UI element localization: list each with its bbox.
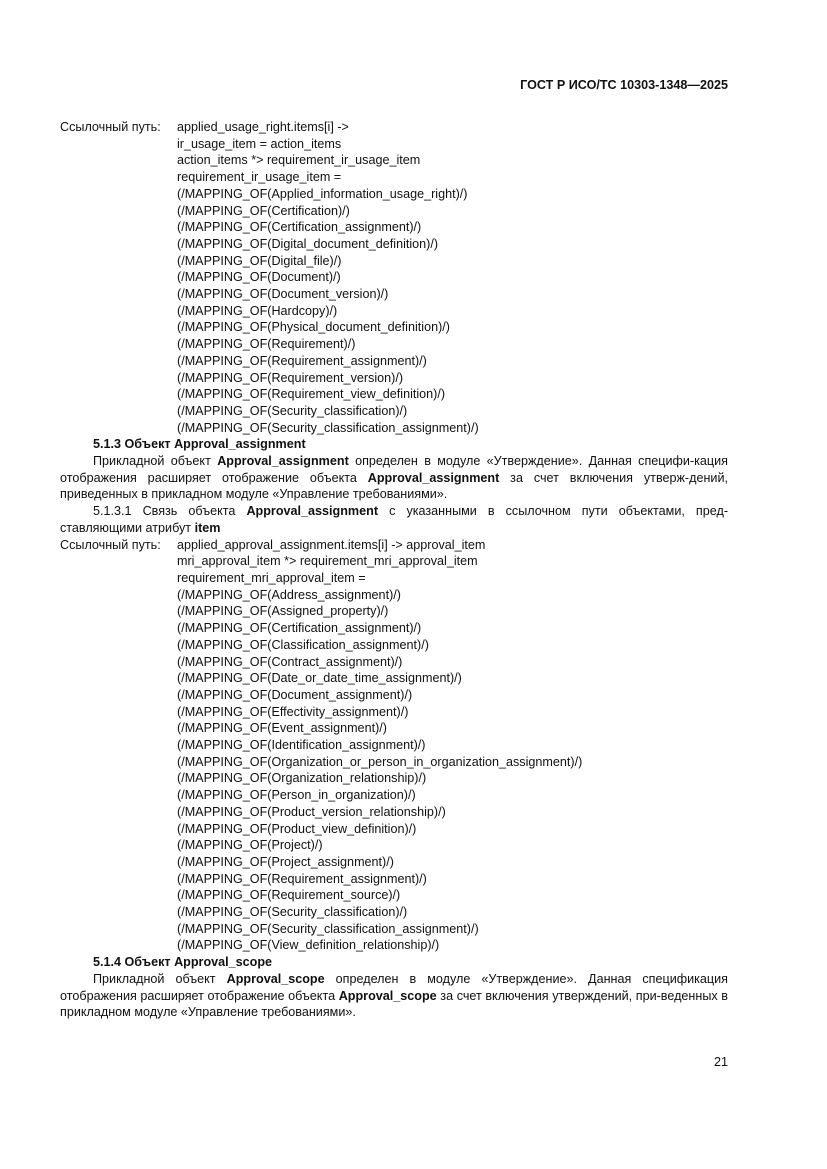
page-content bbox=[60, 119, 728, 1021]
reference-path-line: requirement_ir_usage_item = bbox=[177, 170, 342, 185]
text-run: Прикладной объект bbox=[93, 454, 218, 469]
section-heading-5-1-4: 5.1.4 Объект Approval_scope bbox=[93, 955, 273, 970]
reference-path-line: mri_approval_item *> requirement_mri_approval_item bbox=[177, 554, 478, 569]
reference-path-line: (/MAPPING_OF(Document)/) bbox=[177, 270, 341, 285]
reference-path-line: (/MAPPING_OF(Requirement)/) bbox=[177, 337, 356, 352]
reference-path-line: (/MAPPING_OF(Digital_file)/) bbox=[177, 253, 342, 268]
reference-path-line: (/MAPPING_OF(Organization_relationship)/) bbox=[177, 771, 427, 786]
reference-path-line: (/MAPPING_OF(Effectivity_assignment)/) bbox=[177, 704, 409, 719]
attribute-name: item bbox=[194, 520, 221, 535]
text-run: за счет включения утверждений, при-веденных в прикладном модуле «Управление требованиями». bbox=[60, 988, 728, 1020]
reference-path-line: (/MAPPING_OF(Requirement_assignment)/) bbox=[177, 871, 427, 886]
reference-path-line: (/MAPPING_OF(Security_classification)/) bbox=[177, 905, 408, 920]
reference-path-line: (/MAPPING_OF(Classification_assignment)/) bbox=[177, 637, 429, 652]
reference-path-line: (/MAPPING_OF(Product_version_relationship)/) bbox=[177, 804, 446, 819]
entity-name: Approval_assignment bbox=[246, 504, 379, 519]
reference-path-line: (/MAPPING_OF(Contract_assignment)/) bbox=[177, 654, 403, 669]
reference-path-line: (/MAPPING_OF(Physical_document_definition)/) bbox=[177, 320, 450, 335]
reference-path-line: (/MAPPING_OF(Person_in_organization)/) bbox=[177, 788, 416, 803]
reference-path-line: (/MAPPING_OF(Identification_assignment)/) bbox=[177, 738, 426, 753]
page-number: 21 bbox=[713, 1055, 728, 1069]
paragraph-approval-assignment-item bbox=[60, 503, 728, 536]
reference-path-lines bbox=[177, 119, 728, 436]
reference-path-lines bbox=[177, 537, 728, 955]
text-run: за счет включения утверж-дений, приведенных в прикладном модуле «Управление требованиями». bbox=[60, 470, 728, 502]
reference-path-line: (/MAPPING_OF(Requirement_view_definition)/) bbox=[177, 387, 446, 402]
text-run: определен в модуле «Утверждение». Данная специфи-кация отображения расширяет отображение объекта bbox=[60, 454, 728, 485]
paragraph-approval-assignment-intro bbox=[60, 453, 728, 503]
reference-path-line: (/MAPPING_OF(Requirement_source)/) bbox=[177, 888, 401, 903]
reference-path-line: (/MAPPING_OF(Hardcopy)/) bbox=[177, 303, 338, 318]
reference-path-line: (/MAPPING_OF(Assigned_property)/) bbox=[177, 604, 389, 619]
reference-path-label: Ссылочный путь: bbox=[60, 537, 161, 552]
section-heading-5-1-3: 5.1.3 Объект Approval_assignment bbox=[93, 437, 306, 452]
reference-path-line: (/MAPPING_OF(Project)/) bbox=[177, 838, 323, 853]
entity-name: Approval_scope bbox=[226, 971, 325, 986]
reference-path-line: (/MAPPING_OF(Certification)/) bbox=[177, 203, 350, 218]
reference-path-line: action_items *> requirement_ir_usage_item bbox=[177, 153, 421, 168]
text-run: 5.1.3.1 Связь объекта bbox=[93, 504, 247, 519]
reference-path-line: (/MAPPING_OF(Applied_information_usage_right)/) bbox=[177, 186, 468, 201]
paragraph-approval-scope-intro bbox=[60, 971, 728, 1021]
reference-path-line: (/MAPPING_OF(Security_classification_assignment)/) bbox=[177, 921, 479, 936]
reference-path-line: (/MAPPING_OF(Product_view_definition)/) bbox=[177, 821, 417, 836]
entity-name: Approval_assignment bbox=[217, 454, 349, 469]
reference-path-line: (/MAPPING_OF(Date_or_date_time_assignment)/) bbox=[177, 671, 462, 686]
text-run: определен в модуле «Утверждение». Данная спецификация отображения расширяет отображение объекта bbox=[60, 971, 728, 1003]
document-header: ГОСТ Р ИСО/ТС 10303-1348—2025 bbox=[520, 78, 728, 92]
entity-name: Approval_assignment bbox=[367, 470, 500, 485]
reference-path-line: (/MAPPING_OF(Address_assignment)/) bbox=[177, 587, 401, 602]
entity-name: Approval_scope bbox=[338, 988, 437, 1003]
reference-path-line: ir_usage_item = action_items bbox=[177, 136, 342, 151]
reference-path-label: Ссылочный путь: bbox=[60, 120, 161, 134]
reference-path-line: (/MAPPING_OF(Requirement_version)/) bbox=[177, 370, 404, 385]
reference-path-line: (/MAPPING_OF(Document_assignment)/) bbox=[177, 687, 413, 702]
reference-path-block-1 bbox=[60, 119, 728, 436]
reference-path-line: (/MAPPING_OF(Organization_or_person_in_organization_assignment)/) bbox=[177, 754, 583, 769]
reference-path-line: (/MAPPING_OF(Document_version)/) bbox=[177, 287, 389, 302]
reference-path-line: (/MAPPING_OF(Security_classification)/) bbox=[177, 403, 408, 418]
reference-path-block-2 bbox=[60, 537, 728, 955]
reference-path-line: requirement_mri_approval_item = bbox=[177, 570, 366, 585]
reference-path-line: (/MAPPING_OF(Project_assignment)/) bbox=[177, 854, 394, 869]
reference-path-line: (/MAPPING_OF(View_definition_relationship)/) bbox=[177, 938, 440, 953]
reference-path-line: applied_approval_assignment.items[i] -> approval_item bbox=[177, 537, 486, 552]
reference-path-line: (/MAPPING_OF(Certification_assignment)/) bbox=[177, 220, 422, 235]
reference-path-line: (/MAPPING_OF(Requirement_assignment)/) bbox=[177, 353, 427, 368]
text-run: с указанными в ссылочном пути объектами, пред-ставляющими атрибут bbox=[60, 504, 729, 535]
reference-path-line: (/MAPPING_OF(Event_assignment)/) bbox=[177, 721, 387, 736]
reference-path-line: (/MAPPING_OF(Digital_document_definition)/) bbox=[177, 236, 439, 251]
reference-path-line: (/MAPPING_OF(Certification_assignment)/) bbox=[177, 621, 422, 636]
text-run: Прикладной объект bbox=[93, 971, 227, 986]
reference-path-line: (/MAPPING_OF(Security_classification_assignment)/) bbox=[177, 420, 479, 435]
reference-path-line: applied_usage_right.items[i] -> bbox=[177, 120, 349, 134]
